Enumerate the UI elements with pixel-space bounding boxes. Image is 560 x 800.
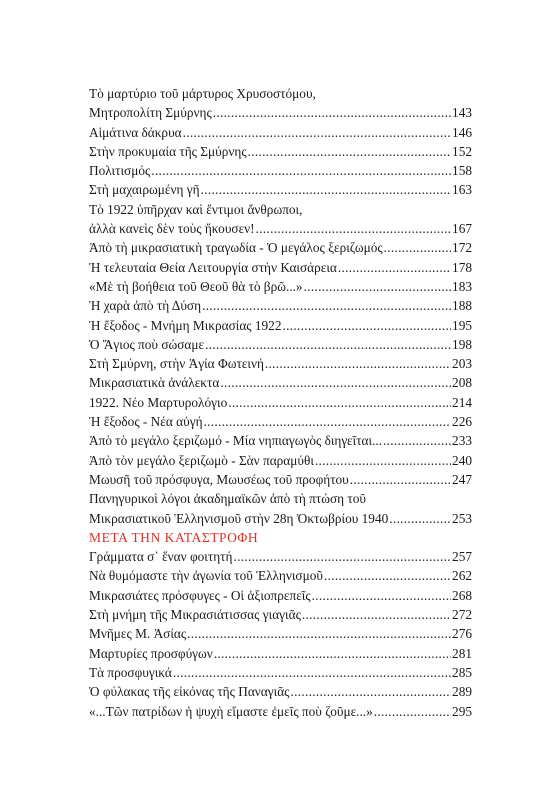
- toc-entry-title: Πανηγυρικοὶ λόγοι ἀκαδημαϊκῶν ἀπὸ τὴ πτώση τοῦ: [89, 491, 366, 507]
- toc-entry-line: [89, 258, 472, 277]
- toc-entry-line: [89, 470, 472, 489]
- toc-entry-line: [89, 335, 472, 354]
- dot-leader: [183, 123, 451, 142]
- toc-entry-line: [89, 296, 472, 315]
- toc-entry-line: [89, 316, 472, 335]
- dot-leader: [220, 373, 451, 392]
- toc-page-number: 198: [452, 336, 472, 352]
- toc-entry-line: [89, 547, 472, 566]
- toc-entry: [89, 470, 472, 489]
- toc-entry-line: [89, 123, 472, 142]
- toc-entry-line: [89, 663, 472, 682]
- dot-leader: [312, 586, 451, 605]
- toc-page-number: 163: [452, 182, 472, 198]
- toc-entry-line: [89, 431, 472, 450]
- dot-leader: [282, 316, 451, 335]
- toc-entry: [89, 682, 472, 701]
- dot-leader: [214, 644, 451, 663]
- toc-entry: [89, 238, 472, 257]
- toc-entry-title: Ἡ τελευταία Θεία Λειτουργία στὴν Καισάρεια: [89, 259, 337, 275]
- toc-entry-title: Στὴ μνήμη τῆς Μικρασιάτισσας γιαγιᾶς: [89, 607, 301, 623]
- dot-leader: [384, 238, 451, 257]
- toc-entry: [89, 123, 472, 142]
- toc-entry-title: Γράμματα σ᾽ ἕναν φοιτητή: [89, 549, 233, 565]
- toc-entry-line: [89, 238, 472, 257]
- toc-entry-line: [89, 412, 472, 431]
- toc-entry-line: [89, 451, 472, 470]
- toc-page-number: 226: [452, 414, 472, 430]
- dot-leader: [383, 431, 451, 450]
- toc-page-number: 281: [452, 645, 472, 661]
- toc-entry-title: Ἀπὸ τὸ μεγάλο ξεριζωμό - Μία νηπιαγωγὸς διηγεῖται...: [89, 433, 383, 449]
- toc-page-number: 262: [452, 568, 472, 584]
- dot-leader: [187, 624, 451, 643]
- toc-entry-title: Στὴν προκυμαία τῆς Σμύρνης: [89, 143, 247, 159]
- toc-entry-title: Ἡ ἔξοδος - Νέα αὐγή: [89, 414, 203, 430]
- toc-entry-line: [89, 393, 472, 412]
- toc-page-number: 143: [452, 105, 472, 121]
- toc-entry-title: Μικρασιατικὰ ἀνάλεκτα: [89, 375, 220, 391]
- toc-entry-title: «Μὲ τὴ βοήθεια τοῦ Θεοῦ θὰ τὸ βρῶ...»: [89, 278, 303, 294]
- toc-entry-line: [89, 624, 472, 643]
- dot-leader: [228, 393, 451, 412]
- dot-leader: [213, 103, 451, 122]
- dot-leader: [204, 412, 452, 431]
- toc-entry-title: Στὴ Σμύρνη, στὴν Ἁγία Φωτεινή: [89, 356, 264, 372]
- toc-entry: [89, 586, 472, 605]
- toc-entry-title: Ἡ χαρὰ ἀπὸ τὴ Δύση: [89, 298, 202, 314]
- toc-entry: [89, 316, 472, 335]
- toc-entry-title: Τὸ μαρτύριο τοῦ μάρτυρος Χρυσοστόμου,: [89, 86, 316, 101]
- toc-page-number: 172: [452, 240, 472, 256]
- toc-page-number: 295: [452, 703, 472, 719]
- toc-entry-line: [89, 682, 472, 701]
- toc-entry: [89, 624, 472, 643]
- dot-leader: [202, 296, 451, 315]
- dot-leader: [173, 663, 451, 682]
- toc-entry-title: «...Τῶν πατρίδων ἡ ψυχὴ εἴμαστε ἐμεῖς ποὺ ζοῦμε...»: [89, 703, 373, 719]
- toc-page-number: 178: [452, 259, 472, 275]
- toc-entry: [89, 161, 472, 180]
- toc-entry-title: 1922. Νέο Μαρτυρολόγιο: [89, 394, 228, 410]
- toc-page-number: 167: [452, 221, 472, 237]
- toc-entry-line: [89, 373, 472, 392]
- dot-leader: [315, 451, 451, 470]
- toc-entry: [89, 566, 472, 585]
- toc-page-number: 268: [452, 587, 472, 603]
- toc-entry-line: [89, 219, 472, 238]
- toc-entry: [89, 489, 472, 528]
- dot-leader: [350, 470, 451, 489]
- toc-entry-line: [89, 84, 472, 103]
- toc-entry-title: Πολιτισμός: [89, 163, 151, 179]
- section-heading: ΜΕΤΑ ΤΗΝ ΚΑΤΑΣΤΡΟΦΗ: [89, 529, 259, 545]
- toc-page-number: 272: [452, 607, 472, 623]
- dot-leader: [233, 547, 451, 566]
- toc-entry: [89, 605, 472, 624]
- dot-leader: [389, 509, 451, 528]
- dot-leader: [248, 142, 451, 161]
- toc-page-number: 247: [452, 471, 472, 487]
- toc-page-number: 208: [452, 375, 472, 391]
- toc-entry-line: [89, 103, 472, 122]
- dot-leader: [256, 219, 451, 238]
- dot-leader: [290, 682, 451, 701]
- toc-group-after: [89, 547, 472, 721]
- toc-entry-title: Ἀπὸ τὸν μεγάλο ξεριζωμὸ - Σὰν παραμύθι: [89, 452, 314, 468]
- toc-entry-line: [89, 702, 472, 721]
- dot-leader: [338, 258, 451, 277]
- toc-page-number: 195: [452, 317, 472, 333]
- toc-entry-line: [89, 644, 472, 663]
- toc-entry-line: [89, 586, 472, 605]
- toc-entry: [89, 451, 472, 470]
- toc-entry-line: [89, 566, 472, 585]
- toc-entry: [89, 277, 472, 296]
- toc-page-number: 289: [452, 684, 472, 700]
- toc-entry: [89, 200, 472, 239]
- toc-page-number: 253: [452, 510, 472, 526]
- toc-entry: [89, 335, 472, 354]
- toc-entry-title: Στὴ μαχαιρωμένη γῆ: [89, 182, 200, 198]
- toc-page-number: 276: [452, 626, 472, 642]
- toc-entry: [89, 663, 472, 682]
- toc-entry-line: [89, 180, 472, 199]
- toc-entry-title: Ὁ Ἅγιος ποὺ σώσαμε: [89, 336, 205, 352]
- toc-entry-title: Μητροπολίτη Σμύρνης: [89, 105, 212, 121]
- toc-entry-title: Τὰ προσφυγικά: [89, 664, 172, 680]
- toc-entry: [89, 412, 472, 431]
- toc-page-number: 183: [452, 278, 472, 294]
- toc-entry-line: [89, 509, 472, 528]
- toc-entry-title: Τὸ 1922 ὑπῆρχαν καὶ ἔντιμοι ἄνθρωποι,: [89, 201, 303, 217]
- toc-entry: [89, 431, 472, 450]
- toc-entry-title: Μικρασιάτες πρόσφυγες - Οἱ ἀξιοπρεπεῖς: [89, 587, 311, 603]
- toc-page-number: 285: [452, 664, 472, 680]
- toc-entry-title: Μικρασιατικοῦ Ἑλληνισμοῦ στὴν 28η Ὀκτωβρίου 1940: [89, 510, 389, 526]
- table-of-contents: [89, 84, 472, 721]
- dot-leader: [324, 566, 451, 585]
- dot-leader: [374, 702, 451, 721]
- toc-entry: [89, 258, 472, 277]
- toc-entry-line: [89, 277, 472, 296]
- toc-entry-line: [89, 200, 472, 219]
- dot-leader: [265, 354, 451, 373]
- toc-entry-line: [89, 354, 472, 373]
- toc-entry-line: [89, 161, 472, 180]
- toc-page-number: 152: [452, 143, 472, 159]
- toc-entry-title: Ἀπὸ τὴ μικρασιατικὴ τραγωδία - Ὁ μεγάλος ξεριζωμός: [89, 240, 383, 256]
- toc-entry: [89, 547, 472, 566]
- dot-leader: [201, 180, 451, 199]
- dot-leader: [205, 335, 451, 354]
- toc-page-number: 214: [452, 394, 472, 410]
- toc-group-before: [89, 84, 472, 528]
- toc-entry-title: ἀλλὰ κανεὶς δὲν τοὺς ἤκουσεν!: [89, 221, 255, 237]
- toc-entry: [89, 296, 472, 315]
- toc-entry-line: [89, 142, 472, 161]
- toc-entry-title: Μνῆμες Μ. Ἀσίας: [89, 626, 187, 642]
- toc-page-number: 240: [452, 452, 472, 468]
- toc-entry: [89, 644, 472, 663]
- toc-entry: [89, 180, 472, 199]
- toc-entry: [89, 354, 472, 373]
- toc-entry-title: Ἡ ἔξοδος - Μνήμη Μικρασίας 1922: [89, 317, 282, 333]
- toc-entry-title: Αἱμάτινα δάκρυα: [89, 124, 182, 140]
- toc-entry-title: Μωυσῆ τοῦ πρόσφυγα, Μωυσέως τοῦ προφήτου: [89, 471, 349, 487]
- toc-entry-line: [89, 489, 472, 508]
- toc-entry: [89, 373, 472, 392]
- toc-page-number: 158: [452, 163, 472, 179]
- dot-leader: [151, 161, 451, 180]
- toc-page-number: 146: [452, 124, 472, 140]
- toc-entry: [89, 142, 472, 161]
- toc-entry: [89, 393, 472, 412]
- toc-entry-title: Νὰ θυμόμαστε τὴν ἀγωνία τοῦ Ἑλληνισμοῦ: [89, 568, 323, 584]
- toc-page-number: 257: [452, 549, 472, 565]
- toc-page-number: 233: [452, 433, 472, 449]
- toc-entry-title: Μαρτυρίες προσφύγων: [89, 645, 213, 661]
- toc-entry-line: [89, 605, 472, 624]
- toc-entry: [89, 702, 472, 721]
- toc-entry-title: Ὁ φύλακας τῆς εἰκόνας τῆς Παναγιᾶς: [89, 684, 290, 700]
- toc-entry: [89, 84, 472, 123]
- dot-leader: [302, 605, 451, 624]
- toc-page-number: 188: [452, 298, 472, 314]
- dot-leader: [304, 277, 451, 296]
- toc-page-number: 203: [452, 356, 472, 372]
